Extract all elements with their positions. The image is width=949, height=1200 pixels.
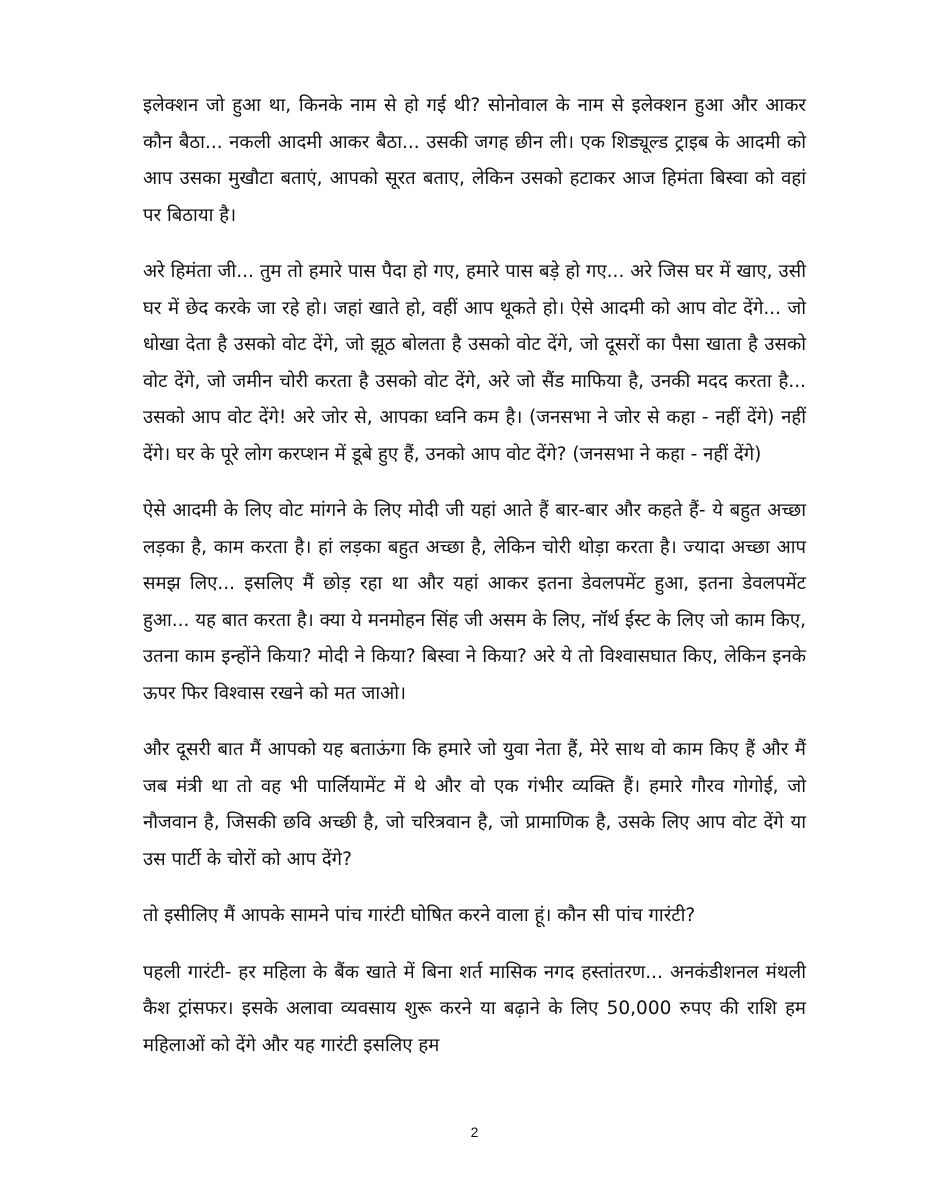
- document-body: [143, 88, 806, 1084]
- paragraph-modi-development: ऐसे आदमी के लिए वोट मांगने के लिए मोदी जी यहां आते हैं बार-बार और कहते हैं- ये बहुत अच्छा लड़का है, काम करता है। हां लड़का बहुत अच्छा है, लेकिन चोरी थोड़ा करता है। ज्यादा अच्छा आप समझ लिए... इसलिए मैं छोड़ रहा था और यहां आकर इतना डेवलपमेंट हुआ, इतना डेवलपमेंट हुआ... यह बात करता है। क्या ये मनमोहन सिंह जी असम के लिए, नॉर्थ ईस्ट के लिए जो काम किए, उतना काम इन्होंने किया? मोदी ने किया? बिस्वा ने किया? अरे ये तो विश्वासघात किए, लेकिन इनके ऊपर फिर विश्वास रखने को मत जाओ।: [143, 500, 806, 704]
- paragraph-election-sonowal: इलेक्शन जो हुआ था, किनके नाम से हो गई थी? सोनोवाल के नाम से इलेक्शन हुआ और आकर कौन बैठा... नकली आदमी आकर बैठा... उसकी जगह छीन ली। एक शिड्यूल्ड ट्राइब के आदमी को आप उसका मुखौटा बताएं, आपको सूरत बताए, लेकिन उसको हटाकर आज हिमंता बिस्वा को वहां पर बिठाया है।: [143, 95, 806, 226]
- paragraph-himanta-ji: अरे हिमंता जी... तुम तो हमारे पास पैदा हो गए, हमारे पास बड़े हो गए... अरे जिस घर में खाए, उसी घर में छेद करके जा रहे हो। जहां खाते हो, वहीं आप थूकते हो। ऐसे आदमी को आप वोट देंगे... जो धोखा देता है उसको वोट देंगे, जो झूठ बोलता है उसको वोट देंगे, जो दूसरों का पैसा खाता है उसको वोट देंगे, जो जमीन चोरी करता है उसको वोट देंगे, अरे जो सैंड माफिया है, उनकी मदद करता है... उसको आप वोट देंगे! अरे जोर से, आपका ध्वनि कम है। (जनसभा ने जोर से कहा - नहीं देंगे) नहीं देंगे। घर के पूरे लोग करप्शन में डूबे हुए हैं, उनको आप वोट देंगे? (जनसभा ने कहा - नहीं देंगे): [143, 261, 806, 465]
- paragraph-first-guarantee: पहली गारंटी- हर महिला के बैंक खाते में बिना शर्त मासिक नगद हस्तांतरण... अनकंडीशनल मंथली कैश ट्रांसफर। इसके अलावा व्यवसाय शुरू करने या बढ़ाने के लिए 50,000 रुपए की राशि हम महिलाओं को देंगे और यह गारंटी इसलिए हम: [143, 961, 806, 1056]
- paragraph-gaurav-gogoi: और दूसरी बात मैं आपको यह बताऊंगा कि हमारे जो युवा नेता हैं, मेरे साथ वो काम किए हैं और मैं जब मंत्री था तो वह भी पार्लियामेंट में थे और वो एक गंभीर व्यक्ति हैं। हमारे गौरव गोगोई, जो नौजवान है, जिसकी छवि अच्छी है, जो चरित्रवान है, जो प्रामाणिक है, उसके लिए आप वोट देंगे या उस पार्टी के चोरों को आप देंगे?: [143, 739, 806, 870]
- page-number: 2: [470, 1124, 479, 1140]
- paragraph-five-guarantees: तो इसीलिए मैं आपके सामने पांच गारंटी घोषित करने वाला हूं। कौन सी पांच गारंटी?: [143, 905, 696, 926]
